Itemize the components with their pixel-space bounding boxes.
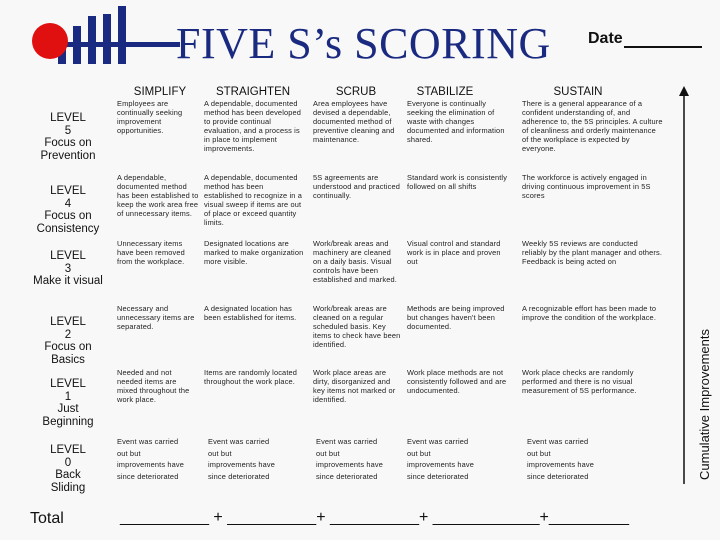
- row-label-level-5: LEVEL 5 Focus on Prevention: [40, 112, 96, 162]
- cell-level4-sustain: The workforce is actively engaged in driving continuous improvement in 5S scores: [522, 173, 651, 200]
- row-label-level-0: LEVEL 0 Back Sliding: [50, 444, 86, 494]
- cell-level2-stabilize: Methods are being improved but changes haven't been documented.: [407, 304, 505, 331]
- column-header-simplify: SIMPLIFY: [133, 86, 187, 98]
- total-label: Total: [30, 510, 64, 527]
- row-label-level-1: LEVEL 1 Just Beginning: [42, 378, 94, 428]
- column-header-stabilize: STABILIZE: [416, 86, 474, 98]
- cell-level4-scrub: 5S agreements are understood and practiced continually.: [313, 173, 401, 200]
- cell-level0-sustain: Event was carried out but improvements have since deteriorated: [527, 437, 595, 481]
- cell-level1-straighten: Items are randomly located throughout the work place.: [204, 368, 298, 386]
- cell-level2-simplify: Necessary and unnecessary items are separated.: [117, 304, 195, 331]
- column-header-sustain: SUSTAIN: [553, 86, 603, 98]
- cell-level5-simplify: Employees are continually seeking improvement opportunities.: [117, 99, 183, 135]
- column-header-scrub: SCRUB: [335, 86, 377, 98]
- cell-level3-simplify: Unnecessary items have been removed from the workplace.: [117, 239, 185, 266]
- cell-level2-sustain: A recognizable effort has been made to improve the condition of the workplace.: [522, 304, 657, 322]
- row-label-level-4: LEVEL 4 Focus on Consistency: [36, 185, 100, 235]
- cumulative-improvements-label: Cumulative Improvements: [697, 329, 712, 480]
- column-header-straighten: STRAIGHTEN: [215, 86, 291, 98]
- date-label: Date: [588, 30, 623, 47]
- date-blank-line: [624, 32, 702, 48]
- row-label-level-3: LEVEL 3 Make it visual: [33, 250, 103, 287]
- logo-graphic: [0, 0, 180, 90]
- up-arrow-icon: [677, 86, 691, 486]
- cell-level1-scrub: Work place areas are dirty, disorganized and key items not marked or identified.: [313, 368, 396, 404]
- cell-level0-straighten: Event was carried out but improvements have since deteriorated: [208, 437, 276, 481]
- score-sum-line[interactable]: __________ + __________+ __________+ ____________+_________: [120, 509, 629, 526]
- cell-level3-scrub: Work/break areas and machinery are cleaned on a daily basis. Visual controls have been established and marked.: [313, 239, 397, 284]
- cell-level5-sustain: There is a general appearance of a confident understanding of, and adherence to, the 5S principles. A culture of cleanliness and orderly maintenance of the workplace is expected by everyone.: [522, 99, 663, 153]
- cell-level1-simplify: Needed and not needed items are mixed throughout the work place.: [117, 368, 190, 404]
- cell-level5-stabilize: Everyone is continually seeking the elimination of waste with changes documented and information shared.: [407, 99, 505, 144]
- cell-level5-straighten: A dependable, documented method has been developed to provide continual evaluation, and a process is in place to implement improvements.: [204, 99, 302, 153]
- page-title: FIVE S’s SCORING: [176, 19, 551, 68]
- cell-level0-simplify: Event was carried out but improvements have since deteriorated: [117, 437, 185, 481]
- row-label-level-2: LEVEL 2 Focus on Basics: [44, 316, 92, 366]
- cell-level4-straighten: A dependable, documented method has been established to recognize in a visual sweep if items are out of place or exceed quantity limits.: [204, 173, 303, 227]
- cell-level0-stabilize: Event was carried out but improvements have since deteriorated: [407, 437, 475, 481]
- cell-level1-stabilize: Work place methods are not consistently followed and are undocumented.: [407, 368, 507, 395]
- cell-level4-stabilize: Standard work is consistently followed on all shifts: [407, 173, 508, 191]
- cell-level1-sustain: Work place checks are randomly performed and there is no visual measurement of 5S performance.: [522, 368, 637, 395]
- cell-level2-scrub: Work/break areas are cleaned on a regular scheduled basis. Key items to check have been identified.: [313, 304, 401, 349]
- cell-level3-stabilize: Visual control and standard work is in place and proven out: [407, 239, 501, 266]
- cell-level3-sustain: Weekly 5S reviews are conducted reliably by the plant manager and others. Feedback is being acted on: [522, 239, 663, 266]
- cell-level3-straighten: Designated locations are marked to make organization more visible.: [204, 239, 304, 266]
- cell-level2-straighten: A designated location has been established for items.: [204, 304, 297, 322]
- cell-level4-simplify: A dependable, documented method has been established to keep the work area free of unnecessary items.: [117, 173, 199, 218]
- date-field[interactable]: [588, 30, 702, 48]
- cell-level5-scrub: Area employees have devised a dependable, documented method of preventive cleaning and maintenance.: [313, 99, 395, 144]
- cell-level0-scrub: Event was carried out but improvements have since deteriorated: [316, 437, 384, 481]
